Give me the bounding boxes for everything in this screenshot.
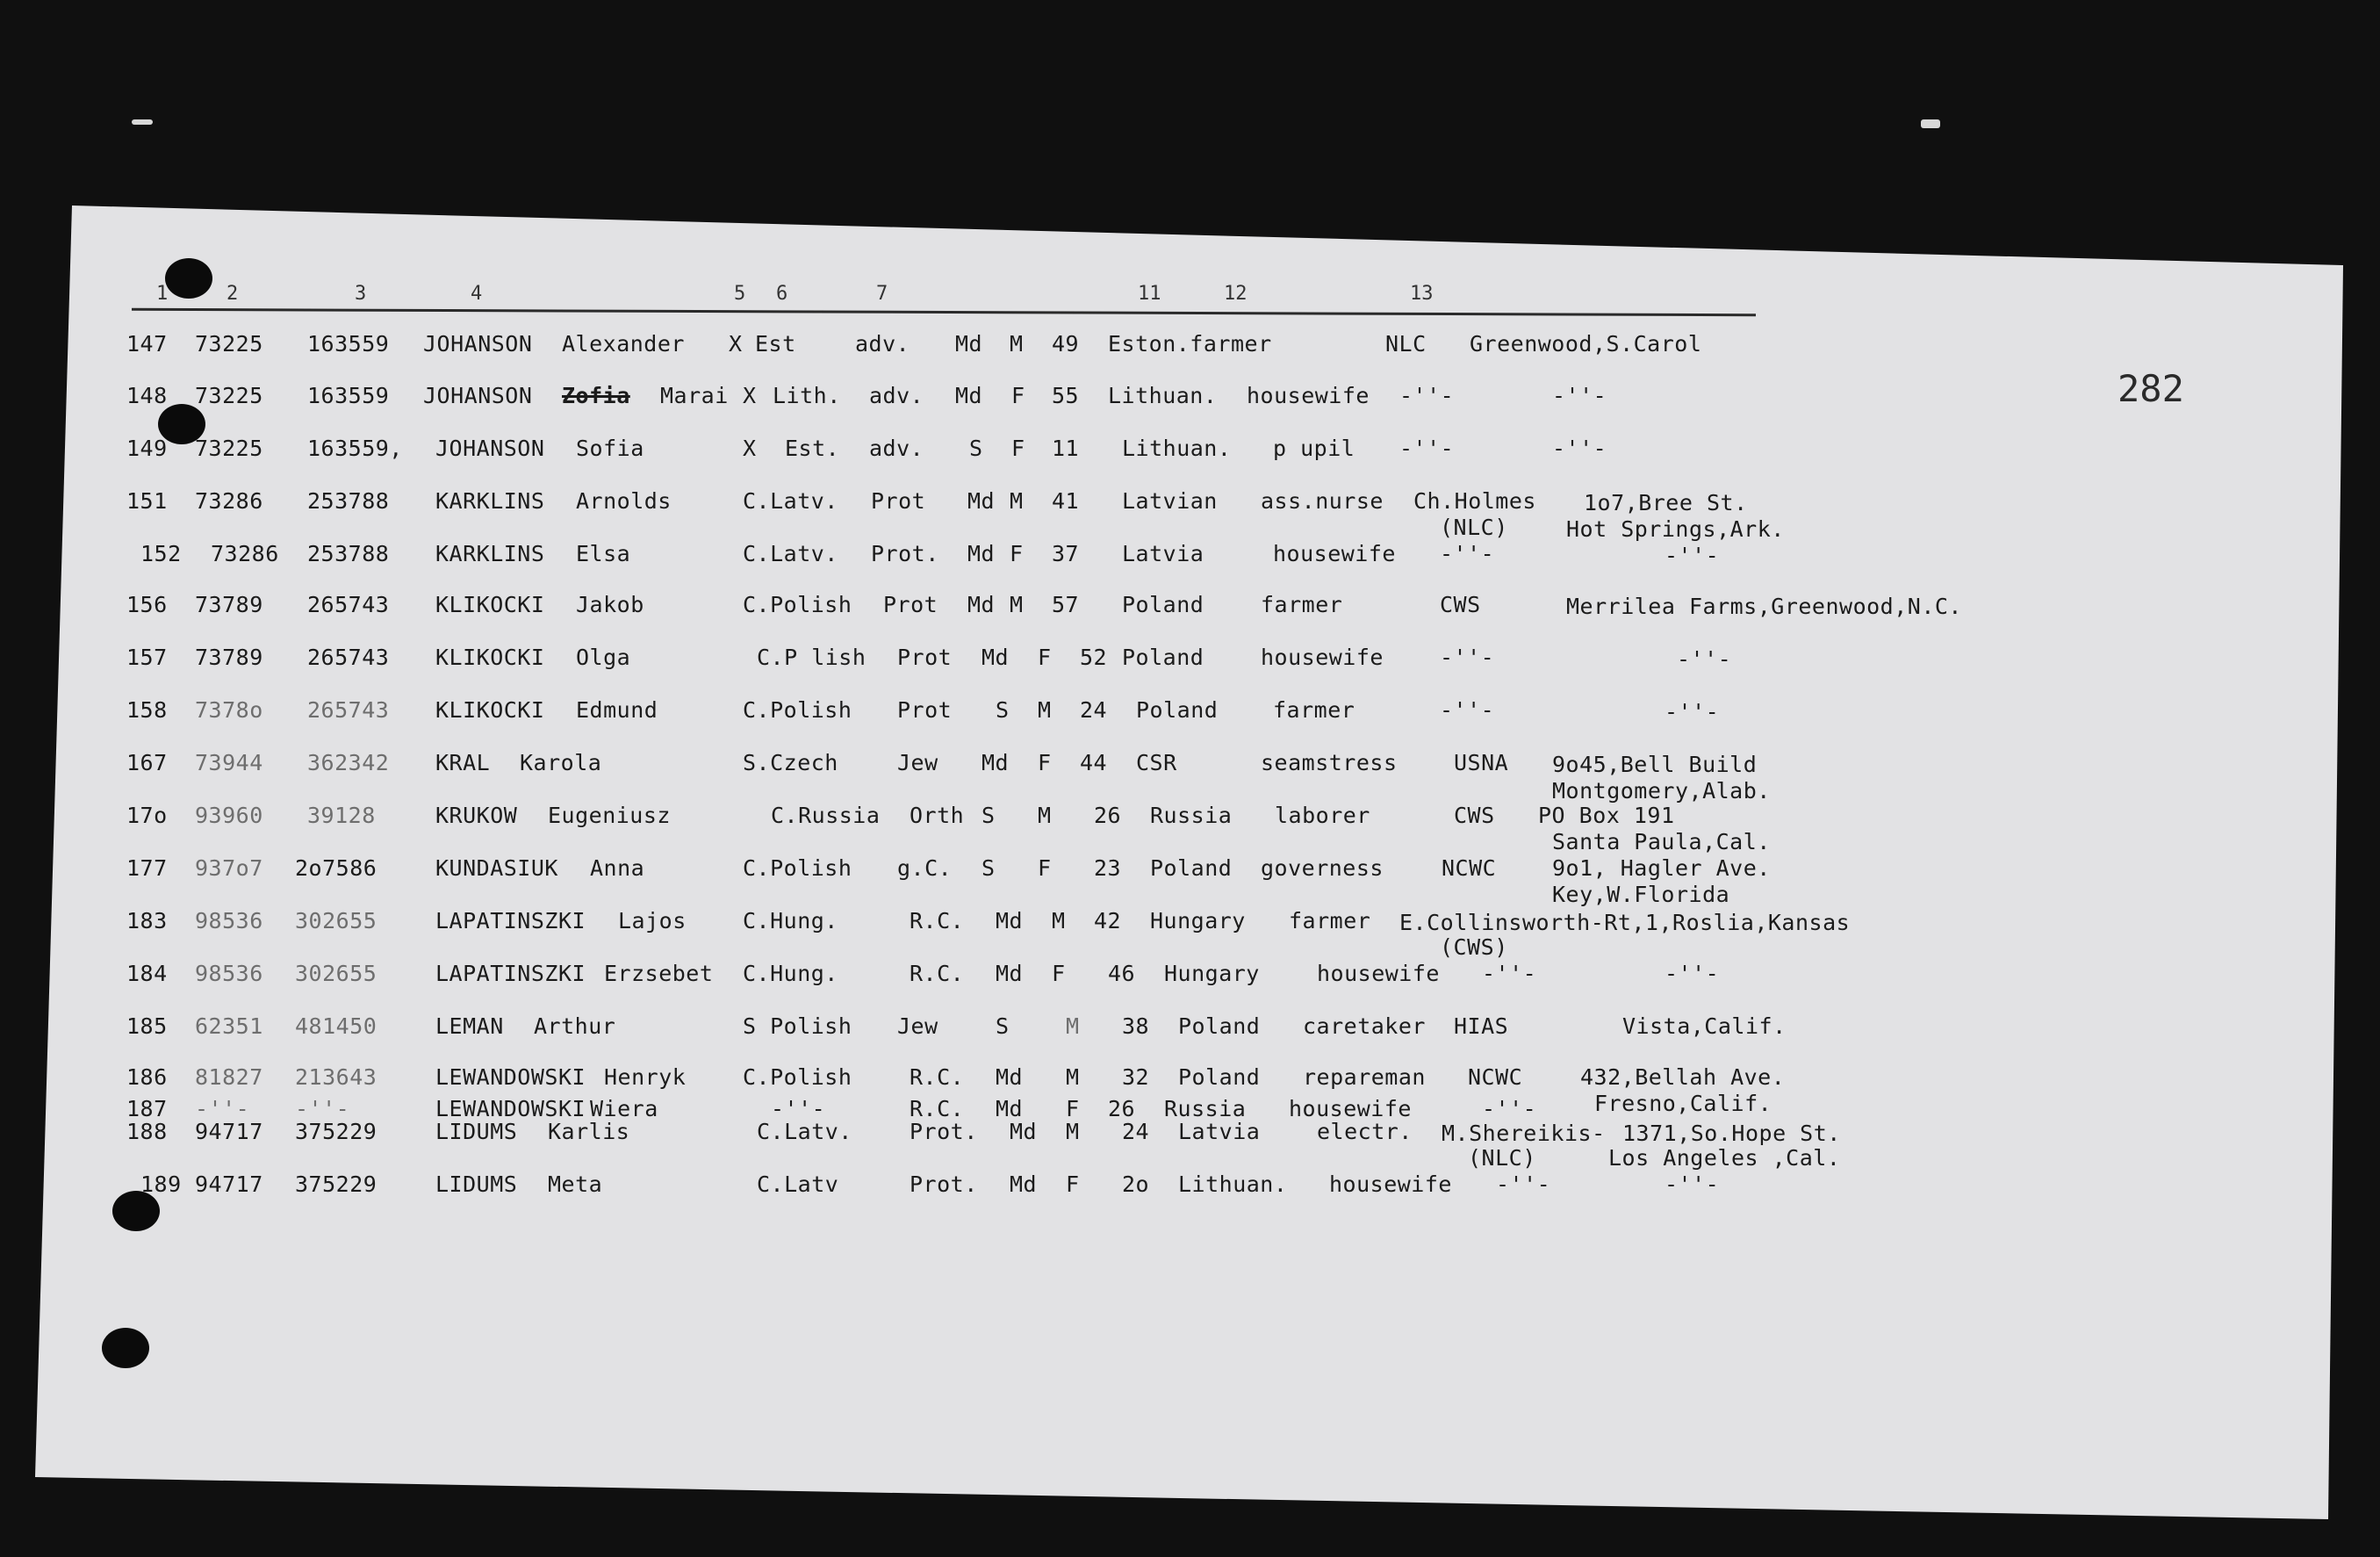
- row-number: 149: [126, 436, 168, 461]
- column-number: 6: [776, 283, 788, 305]
- case-number: 73225: [195, 383, 263, 408]
- occupation: housewife: [1329, 1171, 1452, 1197]
- given-name: Karlis: [548, 1119, 630, 1144]
- page-number: 282: [2118, 367, 2184, 410]
- row-number: 177: [126, 855, 168, 881]
- country: Hungary: [1150, 908, 1246, 933]
- marital-status: S: [981, 855, 996, 881]
- column-number: 4: [471, 283, 483, 305]
- age: 2o: [1122, 1171, 1150, 1197]
- sex: M: [1010, 488, 1024, 514]
- surname: KUNDASIUK: [435, 855, 558, 881]
- destination-line2: Los Angeles ,Cal.: [1608, 1145, 1841, 1171]
- agency: USNA: [1454, 750, 1509, 775]
- status-mark: X: [743, 383, 757, 408]
- surname: KRUKOW: [435, 803, 518, 828]
- case-number: 73286: [211, 541, 279, 566]
- age: 26: [1108, 1096, 1136, 1121]
- age: 11: [1052, 436, 1080, 461]
- religion: Prot: [897, 645, 953, 670]
- nationality: C.Russia: [771, 803, 881, 828]
- column-number: 3: [355, 283, 367, 305]
- nationality: C.Latv.: [743, 541, 838, 566]
- marital-status: Md: [981, 645, 1010, 670]
- destination: -''-: [1665, 961, 1720, 986]
- file-number: 302655: [295, 908, 377, 933]
- religion: Jew: [897, 750, 938, 775]
- destination-line2: Montgomery,Alab.: [1552, 778, 1771, 804]
- age: 32: [1122, 1064, 1150, 1090]
- file-number: 2o7586: [295, 855, 377, 881]
- nationality: C.Polish: [743, 1064, 852, 1090]
- nationality: C.Polish: [743, 697, 852, 723]
- marital-status: Md: [996, 1096, 1024, 1121]
- case-number: 93960: [195, 803, 263, 828]
- surname: KLIKOCKI: [435, 645, 545, 670]
- age: 24: [1122, 1119, 1150, 1144]
- occupation: governess: [1261, 855, 1384, 881]
- surname: LIDUMS: [435, 1119, 518, 1144]
- destination: 9o1, Hagler Ave.: [1552, 855, 1771, 881]
- religion: Prot: [871, 488, 926, 514]
- marital-status: Md: [996, 961, 1024, 986]
- struck-given-name: Zofia: [562, 383, 630, 408]
- surname: LEWANDOWSKI: [435, 1064, 586, 1090]
- religion: Prot.: [910, 1171, 978, 1197]
- given-name: Alexander: [562, 331, 685, 357]
- nationality: Est.: [785, 436, 840, 461]
- agency: -''-: [1399, 436, 1455, 461]
- file-number: 163559: [307, 383, 390, 408]
- destination: -''-: [1665, 699, 1720, 724]
- given-name: Meta: [548, 1171, 603, 1197]
- file-number: 375229: [295, 1119, 377, 1144]
- country: Lithuan.: [1178, 1171, 1288, 1197]
- nationality: C.Polish: [743, 855, 852, 881]
- occupation: housewife: [1247, 383, 1370, 408]
- given-name: Arnolds: [576, 488, 672, 514]
- column-number: 11: [1138, 283, 1161, 305]
- marital-status: Md: [996, 1064, 1024, 1090]
- surname: KRAL: [435, 750, 491, 775]
- nationality: C.Latv: [757, 1171, 839, 1197]
- occupation: electr.: [1317, 1119, 1413, 1144]
- destination: -''-: [1552, 436, 1607, 461]
- destination: 9o45,Bell Build: [1552, 752, 1758, 777]
- column-number: 5: [734, 283, 746, 305]
- nationality: C.Hung.: [743, 961, 838, 986]
- file-number: 253788: [307, 541, 390, 566]
- occupation: housewife: [1289, 1096, 1412, 1121]
- occupation: ass.nurse: [1261, 488, 1384, 514]
- given-name: Arthur: [534, 1013, 616, 1039]
- marital-status: Md: [996, 908, 1024, 933]
- destination: Vista,Calif.: [1622, 1013, 1787, 1039]
- nationality: -''-: [771, 1096, 826, 1121]
- occupation: housewife: [1261, 645, 1384, 670]
- surname: JOHANSON: [423, 383, 533, 408]
- agency: -''-: [1399, 383, 1455, 408]
- age: 49: [1052, 331, 1080, 357]
- case-number: 73225: [195, 331, 263, 357]
- occupation: p upil: [1273, 436, 1355, 461]
- age: 26: [1094, 803, 1122, 828]
- marital-status: S: [996, 697, 1010, 723]
- religion: Jew: [897, 1013, 938, 1039]
- age: 23: [1094, 855, 1122, 881]
- country: Hungary: [1164, 961, 1260, 986]
- surname: LAPATINSZKI: [435, 908, 586, 933]
- row-number: 148: [126, 383, 168, 408]
- row-number: 17o: [126, 803, 168, 828]
- marital-status: Md: [955, 383, 983, 408]
- surname: KARKLINS: [435, 488, 545, 514]
- file-number: 265743: [307, 592, 390, 617]
- sex: M: [1010, 592, 1024, 617]
- destination: 1o7,Bree St.: [1584, 490, 1748, 515]
- age: 37: [1052, 541, 1080, 566]
- row-number: 187: [126, 1096, 168, 1121]
- agency: Ch.Holmes: [1413, 488, 1536, 514]
- country: Latvian: [1122, 488, 1218, 514]
- given-name: Erzsebet: [604, 961, 714, 986]
- case-number: 98536: [195, 908, 263, 933]
- column-number: 13: [1410, 283, 1434, 305]
- nationality: S Polish: [743, 1013, 852, 1039]
- column-number: 2: [226, 283, 239, 305]
- religion: adv.: [869, 436, 924, 461]
- sex: F: [1066, 1096, 1080, 1121]
- given-name: Jakob: [576, 592, 644, 617]
- given-name: Lajos: [618, 908, 687, 933]
- agency: -''-: [1496, 1171, 1551, 1197]
- surname: KLIKOCKI: [435, 697, 545, 723]
- case-number: 73286: [195, 488, 263, 514]
- sex: M: [1066, 1064, 1080, 1090]
- religion: adv.: [855, 331, 910, 357]
- given-name: Elsa: [576, 541, 631, 566]
- file-number: 163559: [307, 331, 390, 357]
- file-number: 375229: [295, 1171, 377, 1197]
- destination: -''-: [1552, 383, 1607, 408]
- age: 41: [1052, 488, 1080, 514]
- marital-status: Md: [955, 331, 983, 357]
- case-number: 81827: [195, 1064, 263, 1090]
- agency: NCWC: [1468, 1064, 1523, 1090]
- case-number: 94717: [195, 1171, 263, 1197]
- given-name: Olga: [576, 645, 631, 670]
- marital-status: Md: [1010, 1119, 1038, 1144]
- marital-status: Md: [1010, 1171, 1038, 1197]
- row-number: 183: [126, 908, 168, 933]
- religion: Prot: [897, 697, 953, 723]
- agency: NCWC: [1442, 855, 1497, 881]
- nationality: C.Hung.: [743, 908, 838, 933]
- occupation: housewife: [1317, 961, 1440, 986]
- marital-status: S: [981, 803, 996, 828]
- country: Lithuan.: [1108, 383, 1218, 408]
- status-mark: X: [729, 331, 743, 357]
- country: Poland: [1150, 855, 1233, 881]
- agency: -''-: [1482, 961, 1537, 986]
- religion: R.C.: [910, 908, 965, 933]
- religion: g.C.: [897, 855, 953, 881]
- age: 46: [1108, 961, 1136, 986]
- nationality: Lith.: [773, 383, 841, 408]
- religion: Prot.: [910, 1119, 978, 1144]
- sex: F: [1038, 645, 1052, 670]
- country: Poland: [1122, 592, 1204, 617]
- case-number: 98536: [195, 961, 263, 986]
- agency-note: (NLC): [1440, 515, 1508, 540]
- religion: Prot: [883, 592, 938, 617]
- row-number: 189: [140, 1171, 182, 1197]
- sex: M: [1038, 697, 1052, 723]
- row-number: 151: [126, 488, 168, 514]
- nationality: C.Latv.: [743, 488, 838, 514]
- agency: HIAS: [1454, 1013, 1509, 1039]
- sex: F: [1038, 750, 1052, 775]
- status-mark: X: [743, 436, 757, 461]
- country: Poland: [1136, 697, 1219, 723]
- surname: LEMAN: [435, 1013, 504, 1039]
- case-number: 94717: [195, 1119, 263, 1144]
- surname: LIDUMS: [435, 1171, 518, 1197]
- agency: -''-: [1482, 1096, 1537, 1121]
- row-number: 156: [126, 592, 168, 617]
- surname: JOHANSON: [435, 436, 545, 461]
- occupation: farmer: [1273, 697, 1355, 723]
- surname: KARKLINS: [435, 541, 545, 566]
- country: Poland: [1178, 1013, 1261, 1039]
- file-number: -''-: [295, 1096, 350, 1121]
- sex: F: [1011, 436, 1025, 461]
- destination: -''-: [1677, 646, 1732, 672]
- given-name: Sofia: [576, 436, 644, 461]
- sex: M: [1010, 331, 1024, 357]
- surname: LEWANDOWSKI: [435, 1096, 586, 1121]
- given-name: Marai: [660, 383, 729, 408]
- sex: F: [1066, 1171, 1080, 1197]
- surname: JOHANSON: [423, 331, 533, 357]
- country: Russia: [1164, 1096, 1247, 1121]
- given-name: Karola: [520, 750, 602, 775]
- occupation: caretaker: [1303, 1013, 1426, 1039]
- age: 24: [1080, 697, 1108, 723]
- destination-line2: Santa Paula,Cal.: [1552, 829, 1771, 854]
- surname: KLIKOCKI: [435, 592, 545, 617]
- marital-status: Md: [967, 592, 996, 617]
- agency: M.Shereikis-: [1442, 1121, 1606, 1146]
- destination: -''-: [1665, 543, 1720, 568]
- nationality: C.Polish: [743, 592, 852, 617]
- age: 38: [1122, 1013, 1150, 1039]
- given-name: Anna: [590, 855, 645, 881]
- marital-status: S: [996, 1013, 1010, 1039]
- row-number: 147: [126, 331, 168, 357]
- row-number: 167: [126, 750, 168, 775]
- column-number: 7: [876, 283, 888, 305]
- case-number: 73225: [195, 436, 263, 461]
- religion: Prot.: [871, 541, 939, 566]
- destination: -''-: [1665, 1171, 1720, 1197]
- sex: F: [1038, 855, 1052, 881]
- destination: Merrilea Farms,Greenwood,N.C.: [1566, 594, 1962, 619]
- file-number: 265743: [307, 645, 390, 670]
- agency-note: (NLC): [1468, 1145, 1536, 1171]
- nationality: Est: [755, 331, 796, 357]
- case-number: 73944: [195, 750, 263, 775]
- sex: F: [1010, 541, 1024, 566]
- country: Lithuan.: [1122, 436, 1232, 461]
- occupation: repareman: [1303, 1064, 1426, 1090]
- case-number: -''-: [195, 1096, 250, 1121]
- case-number: 73789: [195, 592, 263, 617]
- nationality: C.P lish: [757, 645, 866, 670]
- occupation: farmer: [1261, 592, 1343, 617]
- row-number: 184: [126, 961, 168, 986]
- row-number: 157: [126, 645, 168, 670]
- row-number: 152: [140, 541, 182, 566]
- agency: -''-: [1440, 697, 1495, 723]
- age: 44: [1080, 750, 1108, 775]
- row-number: 158: [126, 697, 168, 723]
- destination: 1371,So.Hope St.: [1622, 1121, 1841, 1146]
- sex: F: [1011, 383, 1025, 408]
- country: Latvia: [1122, 541, 1204, 566]
- country: Latvia: [1178, 1119, 1261, 1144]
- age: 42: [1094, 908, 1122, 933]
- marital-status: S: [969, 436, 983, 461]
- case-number: 62351: [195, 1013, 263, 1039]
- age: 52: [1080, 645, 1108, 670]
- destination: 432,Bellah Ave.: [1580, 1064, 1786, 1090]
- occupation: laborer: [1275, 803, 1370, 828]
- agency: E.Collinsworth-Rt,1,Roslia,Kansas: [1399, 910, 1851, 935]
- sex: M: [1066, 1119, 1080, 1144]
- destination: PO Box 191: [1538, 803, 1675, 828]
- file-number: 213643: [295, 1064, 377, 1090]
- agency: CWS: [1454, 803, 1495, 828]
- file-number: 481450: [295, 1013, 377, 1039]
- occupation: housewife: [1273, 541, 1396, 566]
- agency: -''-: [1440, 645, 1495, 670]
- file-number: 253788: [307, 488, 390, 514]
- file-number: 39128: [307, 803, 376, 828]
- religion: R.C.: [910, 1096, 965, 1121]
- sex: F: [1052, 961, 1066, 986]
- given-name: Edmund: [576, 697, 658, 723]
- case-number: 7378o: [195, 697, 263, 723]
- country: Poland: [1122, 645, 1204, 670]
- agency-note: (CWS): [1440, 934, 1508, 960]
- file-number: 163559,: [307, 436, 403, 461]
- religion: R.C.: [910, 1064, 965, 1090]
- given-name: Henryk: [604, 1064, 687, 1090]
- age: 55: [1052, 383, 1080, 408]
- agency: -''-: [1440, 541, 1495, 566]
- marital-status: Md: [981, 750, 1010, 775]
- file-number: 362342: [307, 750, 390, 775]
- age: 57: [1052, 592, 1080, 617]
- column-number: 12: [1224, 283, 1248, 305]
- religion: Orth: [910, 803, 965, 828]
- occupation: farmer: [1289, 908, 1371, 933]
- agency: CWS: [1440, 592, 1481, 617]
- country: Poland: [1178, 1064, 1261, 1090]
- sex: M: [1038, 803, 1052, 828]
- row-number: 188: [126, 1119, 168, 1144]
- occupation: seamstress: [1261, 750, 1398, 775]
- agency: NLC: [1385, 331, 1427, 357]
- nationality: S.Czech: [743, 750, 838, 775]
- file-number: 265743: [307, 697, 390, 723]
- marital-status: Md: [967, 488, 996, 514]
- destination-line2: Key,W.Florida: [1552, 882, 1730, 907]
- destination-line2: Hot Springs,Ark.: [1566, 516, 1785, 542]
- row-number: 186: [126, 1064, 168, 1090]
- column-number: 1: [156, 283, 169, 305]
- sex: M: [1052, 908, 1066, 933]
- surname: LAPATINSZKI: [435, 961, 586, 986]
- country-occupation: Eston.farmer: [1108, 331, 1272, 357]
- country: Russia: [1150, 803, 1233, 828]
- destination-line2: Fresno,Calif.: [1594, 1091, 1772, 1116]
- given-name: Wiera: [590, 1096, 658, 1121]
- given-name: Eugeniusz: [548, 803, 671, 828]
- marital-status: Md: [967, 541, 996, 566]
- file-number: 302655: [295, 961, 377, 986]
- religion: R.C.: [910, 961, 965, 986]
- case-number: 73789: [195, 645, 263, 670]
- row-number: 185: [126, 1013, 168, 1039]
- nationality: C.Latv.: [757, 1119, 852, 1144]
- case-number: 937o7: [195, 855, 263, 881]
- country: CSR: [1136, 750, 1177, 775]
- religion: adv.: [869, 383, 924, 408]
- sex: M: [1066, 1013, 1080, 1039]
- destination: Greenwood,S.Carol: [1470, 331, 1702, 357]
